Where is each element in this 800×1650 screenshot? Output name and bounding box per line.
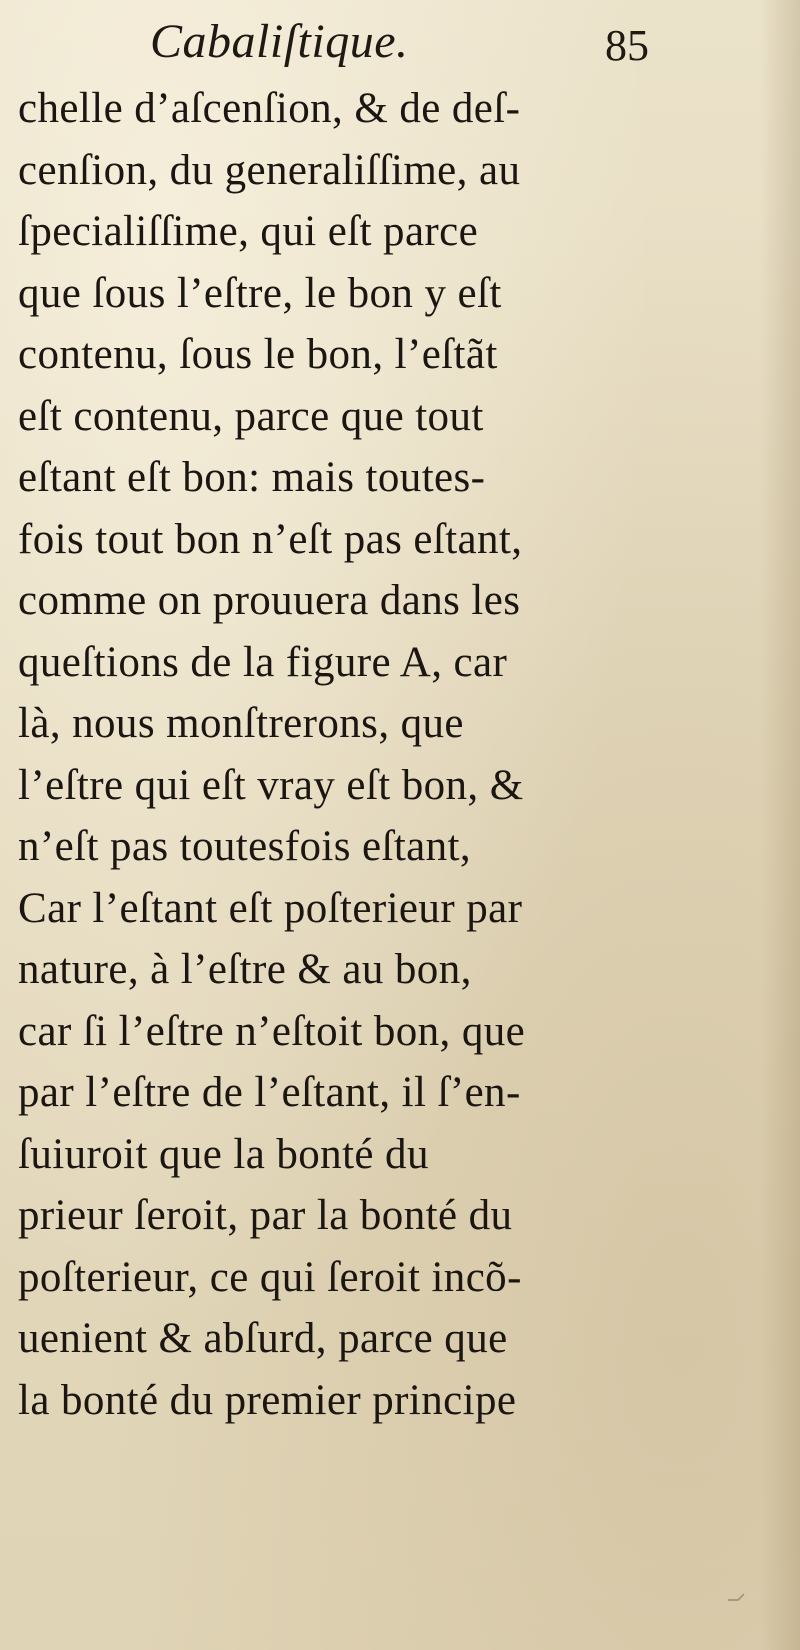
text-line: comme on prouuera dans les	[18, 577, 521, 624]
text-line: chelle d’aſcenſion, & de deſ-	[18, 85, 521, 132]
text-line: par l’eſtre de l’eſtant, il ſ’en-	[18, 1069, 521, 1116]
text-line: n’eſt pas toutesfois eſtant,	[18, 823, 472, 870]
text-line: là, nous monſtrerons, que	[18, 700, 464, 747]
text-line: que ſous l’eſtre, le bon y eſt	[18, 269, 502, 317]
text-line: fois tout bon n’eſt pas eſtant,	[18, 515, 523, 563]
text-line: contenu, ſous le bon, l’eſtãt	[18, 331, 498, 378]
text-line: poſterieur, ce qui ſeroit incõ-	[18, 1253, 522, 1301]
body-text	[18, 78, 658, 1431]
page-number: 85	[605, 21, 649, 70]
page-edge-shadow	[760, 0, 800, 1650]
text-line: uenient & abſurd, parce que	[18, 1315, 508, 1362]
text-line: cenſion, du generaliſſime, au	[18, 146, 521, 194]
text-line: car ſi l’eſtre n’eſtoit bon, que	[18, 1007, 526, 1055]
paper-mark	[726, 1590, 748, 1604]
text-line: Car l’eſtant eſt poſterieur par	[18, 884, 523, 932]
text-line: prieur ſeroit, par la bonté du	[18, 1192, 513, 1239]
text-line: eſt contenu, parce que tout	[18, 392, 484, 440]
text-line: eſtant eſt bon: mais toutes-	[18, 454, 486, 501]
text-line: ſpecialiſſime, qui eſt parce	[18, 208, 479, 255]
text-line: l’eſtre qui eſt vray eſt bon, &	[18, 761, 524, 809]
text-line: queſtions de la figure A, car	[18, 638, 508, 686]
running-title: Cabaliſtique.	[150, 15, 409, 68]
text-line: nature, à l’eſtre & au bon,	[18, 946, 472, 993]
text-line: la bonté du premier principe	[18, 1376, 517, 1424]
text-line: ſuiuroit que la bonté du	[18, 1130, 429, 1178]
